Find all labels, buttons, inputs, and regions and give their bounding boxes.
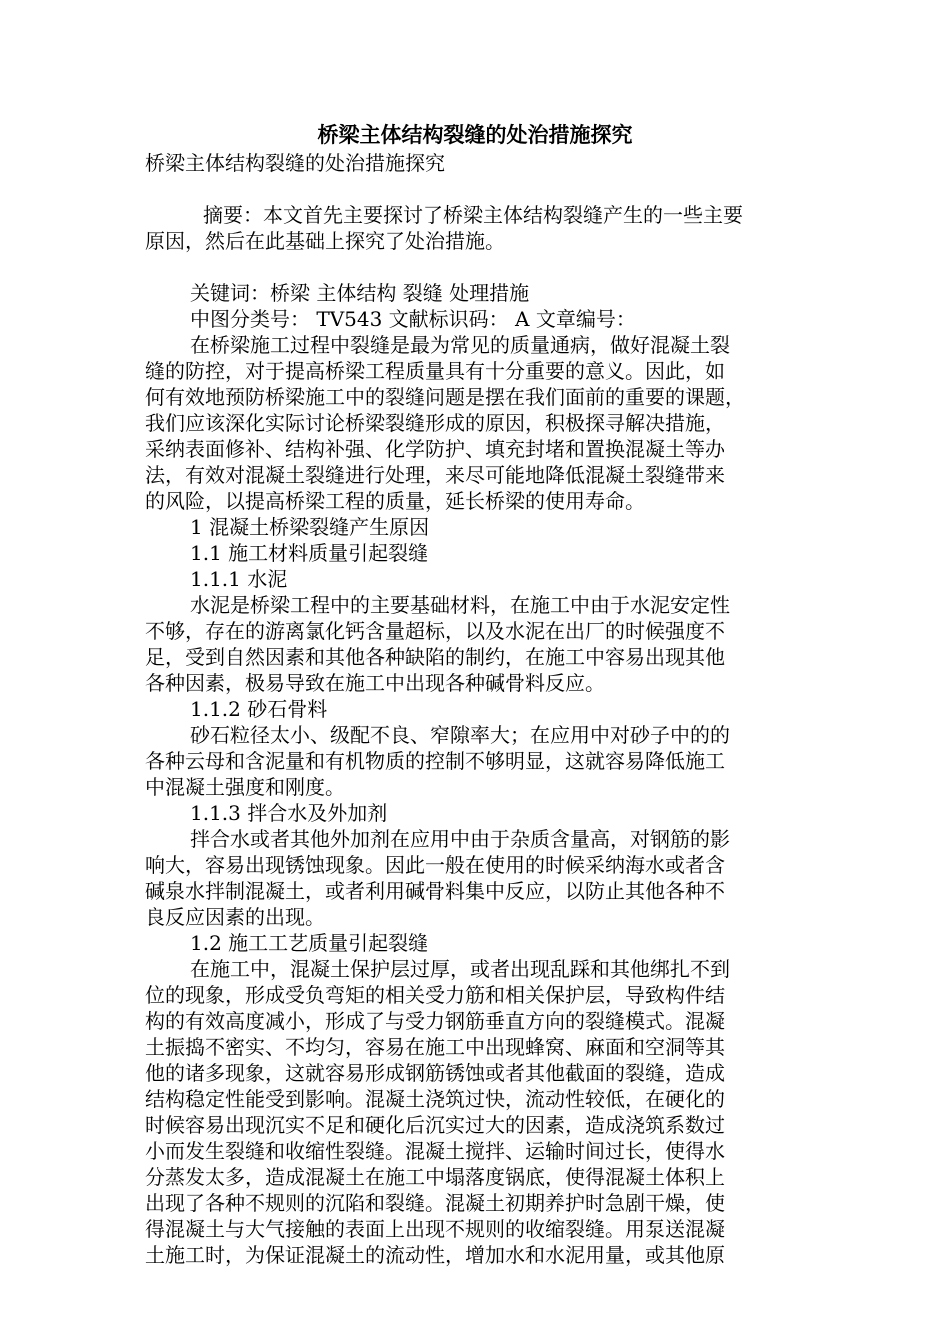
paragraph-line: 在施工中，混凝土保护层过厚，或者出现乱踩和其他绑扎不到	[190, 957, 730, 981]
paragraph-line: 各种因素，极易导致在施工中出现各种碱骨料反应。	[145, 671, 605, 695]
paragraph-line: 砂石粒径太小、级配不良、窄隙率大；在应用中对砂子中的的	[190, 723, 730, 747]
abstract-line: 摘要：本文首先主要探讨了桥梁主体结构裂缝产生的一些主要	[203, 203, 743, 227]
section-heading: 1.2 施工工艺质量引起裂缝	[190, 931, 429, 955]
paragraph-line: 他的诸多现象，这就容易形成钢筋锈蚀或者其他截面的裂缝，造成	[145, 1061, 725, 1085]
subtitle: 桥梁主体结构裂缝的处治措施探究	[145, 151, 445, 175]
section-heading: 1.1.2 砂石骨料	[190, 697, 328, 721]
intro-line: 在桥梁施工过程中裂缝是最为常见的质量通病，做好混凝土裂	[190, 333, 730, 357]
intro-line: 采纳表面修补、结构补强、化学防护、填充封堵和置换混凝土等办	[145, 437, 725, 461]
paragraph-line: 碱泉水拌制混凝土，或者利用碱骨料集中反应，以防止其他各种不	[145, 879, 725, 903]
paragraph-line: 出现了各种不规则的沉陷和裂缝。混凝土初期养护时急剧干燥，使	[145, 1191, 725, 1215]
document-body	[145, 150, 805, 1268]
section-heading: 1.1 施工材料质量引起裂缝	[190, 541, 429, 565]
paragraph-line: 得混凝土与大气接触的表面上出现不规则的收缩裂缝。用泵送混凝	[145, 1217, 725, 1241]
keywords: 关键词：桥梁 主体结构 裂缝 处理措施	[190, 281, 530, 305]
intro-line: 的风险，以提高桥梁工程的质量，延长桥梁的使用寿命。	[145, 489, 645, 513]
paragraph-line: 土施工时，为保证混凝土的流动性，增加水和水泥用量，或其他原	[145, 1243, 725, 1267]
paragraph-line: 足，受到自然因素和其他各种缺陷的制约，在施工中容易出现其他	[145, 645, 725, 669]
intro-line: 我们应该深化实际讨论桥梁裂缝形成的原因，积极探寻解决措施，	[145, 411, 725, 435]
paragraph-line: 结构稳定性能受到影响。混凝土浇筑过快，流动性较低，在硬化的	[145, 1087, 725, 1111]
intro-line: 何有效地预防桥梁施工中的裂缝问题是摆在我们面前的重要的课题，	[145, 385, 745, 409]
paragraph-line: 分蒸发太多，造成混凝土在施工中塌落度锅底，使得混凝土体积上	[145, 1165, 725, 1189]
intro-line: 缝的防控，对于提高桥梁工程质量具有十分重要的意义。因此，如	[145, 359, 725, 383]
paragraph-line: 水泥是桥梁工程中的主要基础材料，在施工中由于水泥安定性	[190, 593, 730, 617]
paragraph-line: 各种云母和含泥量和有机物质的控制不够明显，这就容易降低施工	[145, 749, 725, 773]
section-heading: 1 混凝土桥梁裂缝产生原因	[190, 515, 430, 539]
paragraph-line: 位的现象，形成受负弯矩的相关受力筋和相关保护层，导致构件结	[145, 983, 725, 1007]
intro-line: 法，有效对混凝土裂缝进行处理，来尽可能地降低混凝土裂缝带来	[145, 463, 725, 487]
paragraph-line: 小而发生裂缝和收缩性裂缝。混凝土搅拌、运输时间过长，使得水	[145, 1139, 725, 1163]
section-heading: 1.1.1 水泥	[190, 567, 288, 591]
abstract-line: 原因，然后在此基础上探究了处治措施。	[145, 229, 505, 253]
paragraph-line: 响大，容易出现锈蚀现象。因此一般在使用的时候采纳海水或者含	[145, 853, 725, 877]
section-heading: 1.1.3 拌合水及外加剂	[190, 801, 388, 825]
paragraph-line: 不够，存在的游离氯化钙含量超标，以及水泥在出厂的时候强度不	[145, 619, 725, 643]
paragraph-line: 良反应因素的出现。	[145, 905, 325, 929]
paragraph-line: 拌合水或者其他外加剂在应用中由于杂质含量高，对钢筋的影	[190, 827, 730, 851]
classification: 中图分类号： TV543 文献标识码： A 文章编号：	[190, 307, 636, 331]
paragraph-line: 土振捣不密实、不均匀，容易在施工中出现蜂窝、麻面和空洞等其	[145, 1035, 725, 1059]
paragraph-line: 时候容易出现沉实不足和硬化后沉实过大的因素，造成浇筑系数过	[145, 1113, 725, 1137]
paragraph-line: 构的有效高度减小，形成了与受力钢筋垂直方向的裂缝模式。混凝	[145, 1009, 725, 1033]
paragraph-line: 中混凝土强度和刚度。	[145, 775, 345, 799]
document-title: 桥梁主体结构裂缝的处治措施探究	[317, 123, 633, 147]
